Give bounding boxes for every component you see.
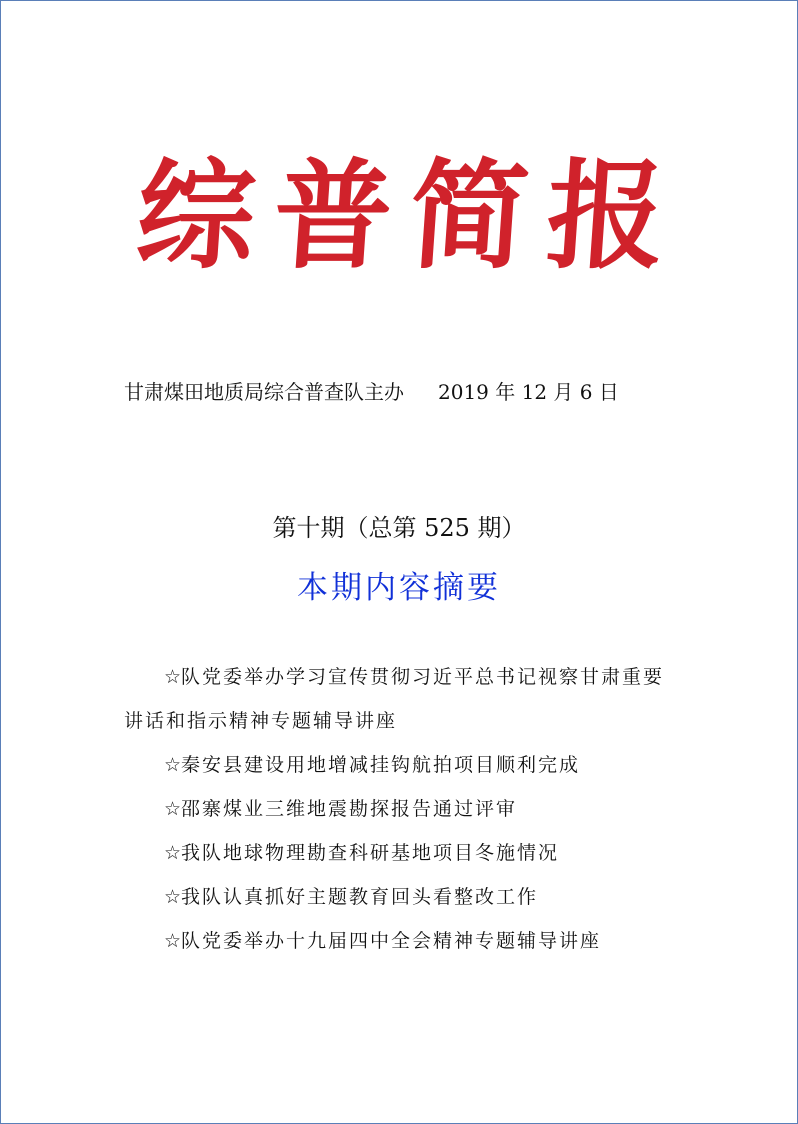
masthead-char: 普 xyxy=(268,146,397,285)
issue-number: 第十期（总第 525 期） xyxy=(272,514,526,542)
masthead-title xyxy=(131,146,671,285)
star-icon: ☆ xyxy=(164,930,182,952)
masthead-char: 综 xyxy=(132,146,260,285)
summary-item-text: 队党委举办学习宣传贯彻习近平总书记视察甘肃重要讲话和指示精神专题辅导讲座 xyxy=(124,666,665,732)
summary-item-text: 队党委举办十九届四中全会精神专题辅导讲座 xyxy=(181,930,602,952)
issue-date: 2019 年 12 月 6 日 xyxy=(438,380,619,404)
star-icon: ☆ xyxy=(164,842,182,864)
summary-item xyxy=(124,743,684,787)
masthead-char: 简 xyxy=(405,146,534,285)
summary-title: 本期内容摘要 xyxy=(297,570,501,606)
summary-item xyxy=(124,875,684,919)
summary-item xyxy=(124,787,684,831)
summary-item-text: 我队地球物理勘查科研基地项目冬施情况 xyxy=(181,842,560,864)
star-icon: ☆ xyxy=(164,798,182,820)
summary-item-text: 邵寨煤业三维地震勘探报告通过评审 xyxy=(181,798,518,820)
summary-item xyxy=(124,919,684,963)
organizer-text: 甘肃煤田地质局综合普查队主办 xyxy=(124,380,404,404)
summary-item xyxy=(124,831,684,875)
sponsor-line xyxy=(124,377,684,407)
summary-item xyxy=(124,655,684,743)
star-icon: ☆ xyxy=(164,666,182,688)
summary-item-text: 我队认真抓好主题教育回头看整改工作 xyxy=(181,886,539,908)
summary-list xyxy=(124,655,684,963)
masthead-char: 报 xyxy=(542,146,670,285)
star-icon: ☆ xyxy=(164,754,182,776)
star-icon: ☆ xyxy=(164,886,182,908)
summary-item-text: 秦安县建设用地增减挂钩航拍项目顺利完成 xyxy=(181,754,581,776)
